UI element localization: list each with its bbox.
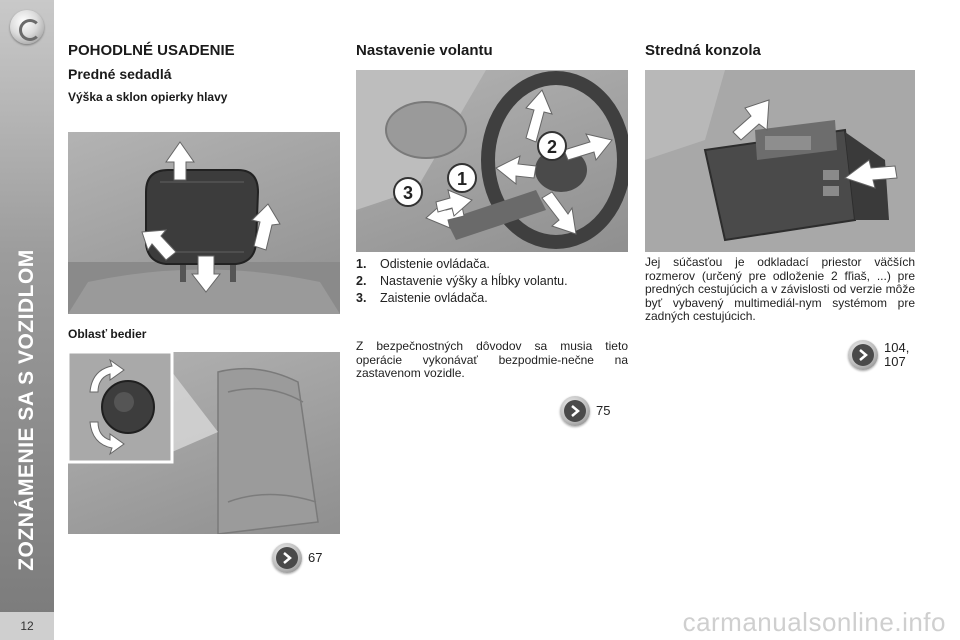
- page-reference-67[interactable]: [272, 543, 322, 573]
- diagram-label-1: 1: [456, 169, 468, 189]
- watermark: carmanualsonline.info: [682, 607, 946, 637]
- heading-lumbar: Oblasť bedier: [68, 327, 147, 341]
- headrest-illustration: [68, 132, 340, 314]
- diagram-label-3: 3: [402, 183, 414, 203]
- steering-wheel-illustration: [356, 70, 628, 252]
- sidebar: [0, 0, 54, 640]
- brand-logo-icon: [10, 10, 44, 44]
- reference-text: 75: [596, 403, 611, 418]
- heading-steering-wheel: Nastavenie volantu: [356, 42, 493, 59]
- page-reference-75[interactable]: [560, 396, 610, 426]
- center-console-illustration: [645, 70, 915, 252]
- chevron-right-icon: [560, 396, 590, 426]
- diagram-label-2: 2: [546, 137, 558, 157]
- page-reference-104-107[interactable]: [848, 340, 909, 370]
- step-item: 2. Nastavenie výšky a hĺbky volantu.: [356, 274, 568, 288]
- subtitle-front-seats: Predné sedadlá: [68, 66, 172, 82]
- chevron-right-icon: [272, 543, 302, 573]
- chevron-right-icon: [848, 340, 878, 370]
- step-item: 1. Odistenie ovládača.: [356, 257, 490, 271]
- heading-center-console: Stredná konzola: [645, 42, 761, 59]
- step-item: 3. Zaistenie ovládača.: [356, 291, 488, 305]
- safety-note: Z bezpečnostných dôvodov sa musia tieto operácie vykonávať bezpodmie-nečne na zastavenom vozidle.: [356, 339, 628, 380]
- page-number: 12: [0, 612, 54, 640]
- steering-steps: [356, 256, 628, 307]
- page-title: POHODLNÉ USADENIE: [68, 42, 235, 59]
- reference-text: 67: [308, 550, 323, 565]
- reference-text: 104, 107: [884, 340, 910, 369]
- heading-headrest: Výška a sklon opierky hlavy: [68, 90, 228, 104]
- section-title: ZOZNÁMENIE SA S VOZIDLOM: [15, 249, 38, 571]
- lumbar-illustration: [68, 352, 340, 534]
- console-description: Jej súčasťou je odkladací priestor väčších rozmerov (určený pre odloženie 2 fľiaš, ...) pre predných cestujúcich a v závislosti od verzie môže byť vybavený multimediál-nym systémom pre zadných cestujúcich.: [645, 255, 915, 323]
